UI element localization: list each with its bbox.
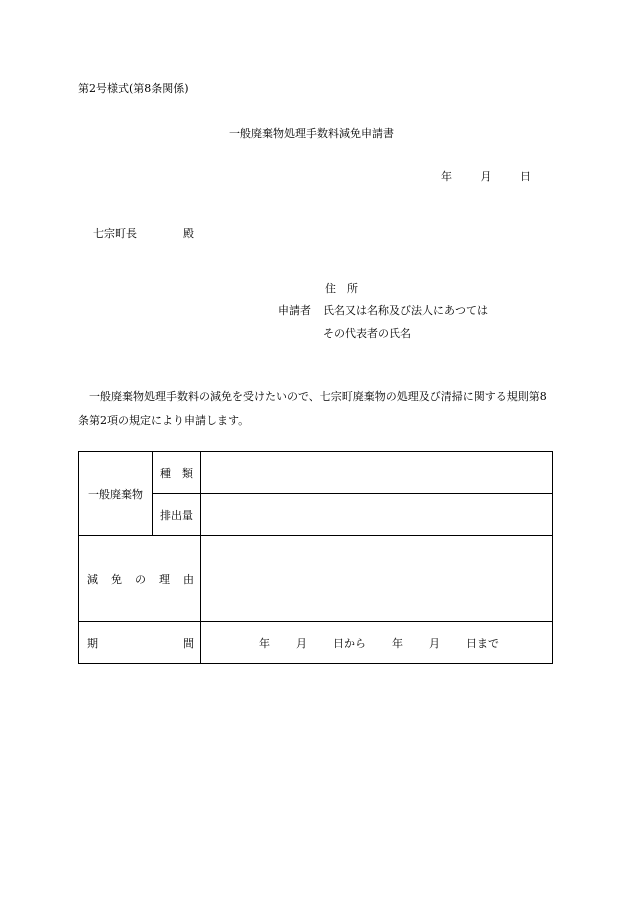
address-label: 住 所	[325, 282, 358, 295]
amount-label-cell	[153, 494, 201, 536]
period-start-day: 日から	[333, 636, 366, 650]
period-end-day: 日まで	[466, 636, 499, 650]
representative-label: その代表者の氏名	[323, 327, 411, 340]
addressee-suffix: 殿	[183, 227, 194, 240]
period-label: 期 間	[87, 636, 194, 650]
date-month-label: 月	[480, 170, 492, 183]
period-units	[201, 635, 552, 651]
applicant-label: 申請者	[278, 304, 311, 317]
date-year-label: 年	[441, 170, 452, 183]
type-value-field[interactable]	[201, 452, 553, 494]
period-start-year: 年	[259, 636, 270, 650]
table-row	[79, 536, 553, 622]
reason-label: 減 免 の 理 由	[87, 572, 194, 586]
period-end-month: 月	[429, 636, 440, 650]
amount-value-field[interactable]	[201, 494, 553, 536]
waste-category-cell	[79, 452, 153, 536]
period-value-field[interactable]	[201, 622, 553, 664]
application-table	[78, 451, 553, 664]
date-day-label: 日	[520, 170, 531, 183]
date-line	[441, 170, 531, 184]
table-row	[79, 452, 553, 494]
reason-label-cell	[79, 536, 201, 622]
table-row	[79, 622, 553, 664]
form-label: 第2号様式(第8条関係)	[78, 82, 189, 95]
amount-label: 排出量	[160, 508, 193, 522]
period-label-cell	[79, 622, 201, 664]
type-label-cell	[153, 452, 201, 494]
name-label: 氏名又は名称及び法人にあつては	[323, 304, 488, 317]
application-statement: 一般廃棄物処理手数料の減免を受けたいので、七宗町廃棄物の処理及び清掃に関する規則第8条第2項の規定により申請します。	[78, 390, 547, 427]
reason-value-field[interactable]	[201, 536, 553, 622]
period-end-year: 年	[392, 636, 403, 650]
addressee-name: 七宗町長	[93, 227, 137, 240]
period-start-month: 月	[296, 636, 307, 650]
addressee	[93, 227, 194, 241]
type-label: 種 類	[160, 466, 193, 480]
waste-category-label: 一般廃棄物	[88, 487, 143, 501]
document-title: 一般廃棄物処理手数料減免申請書	[229, 127, 394, 140]
